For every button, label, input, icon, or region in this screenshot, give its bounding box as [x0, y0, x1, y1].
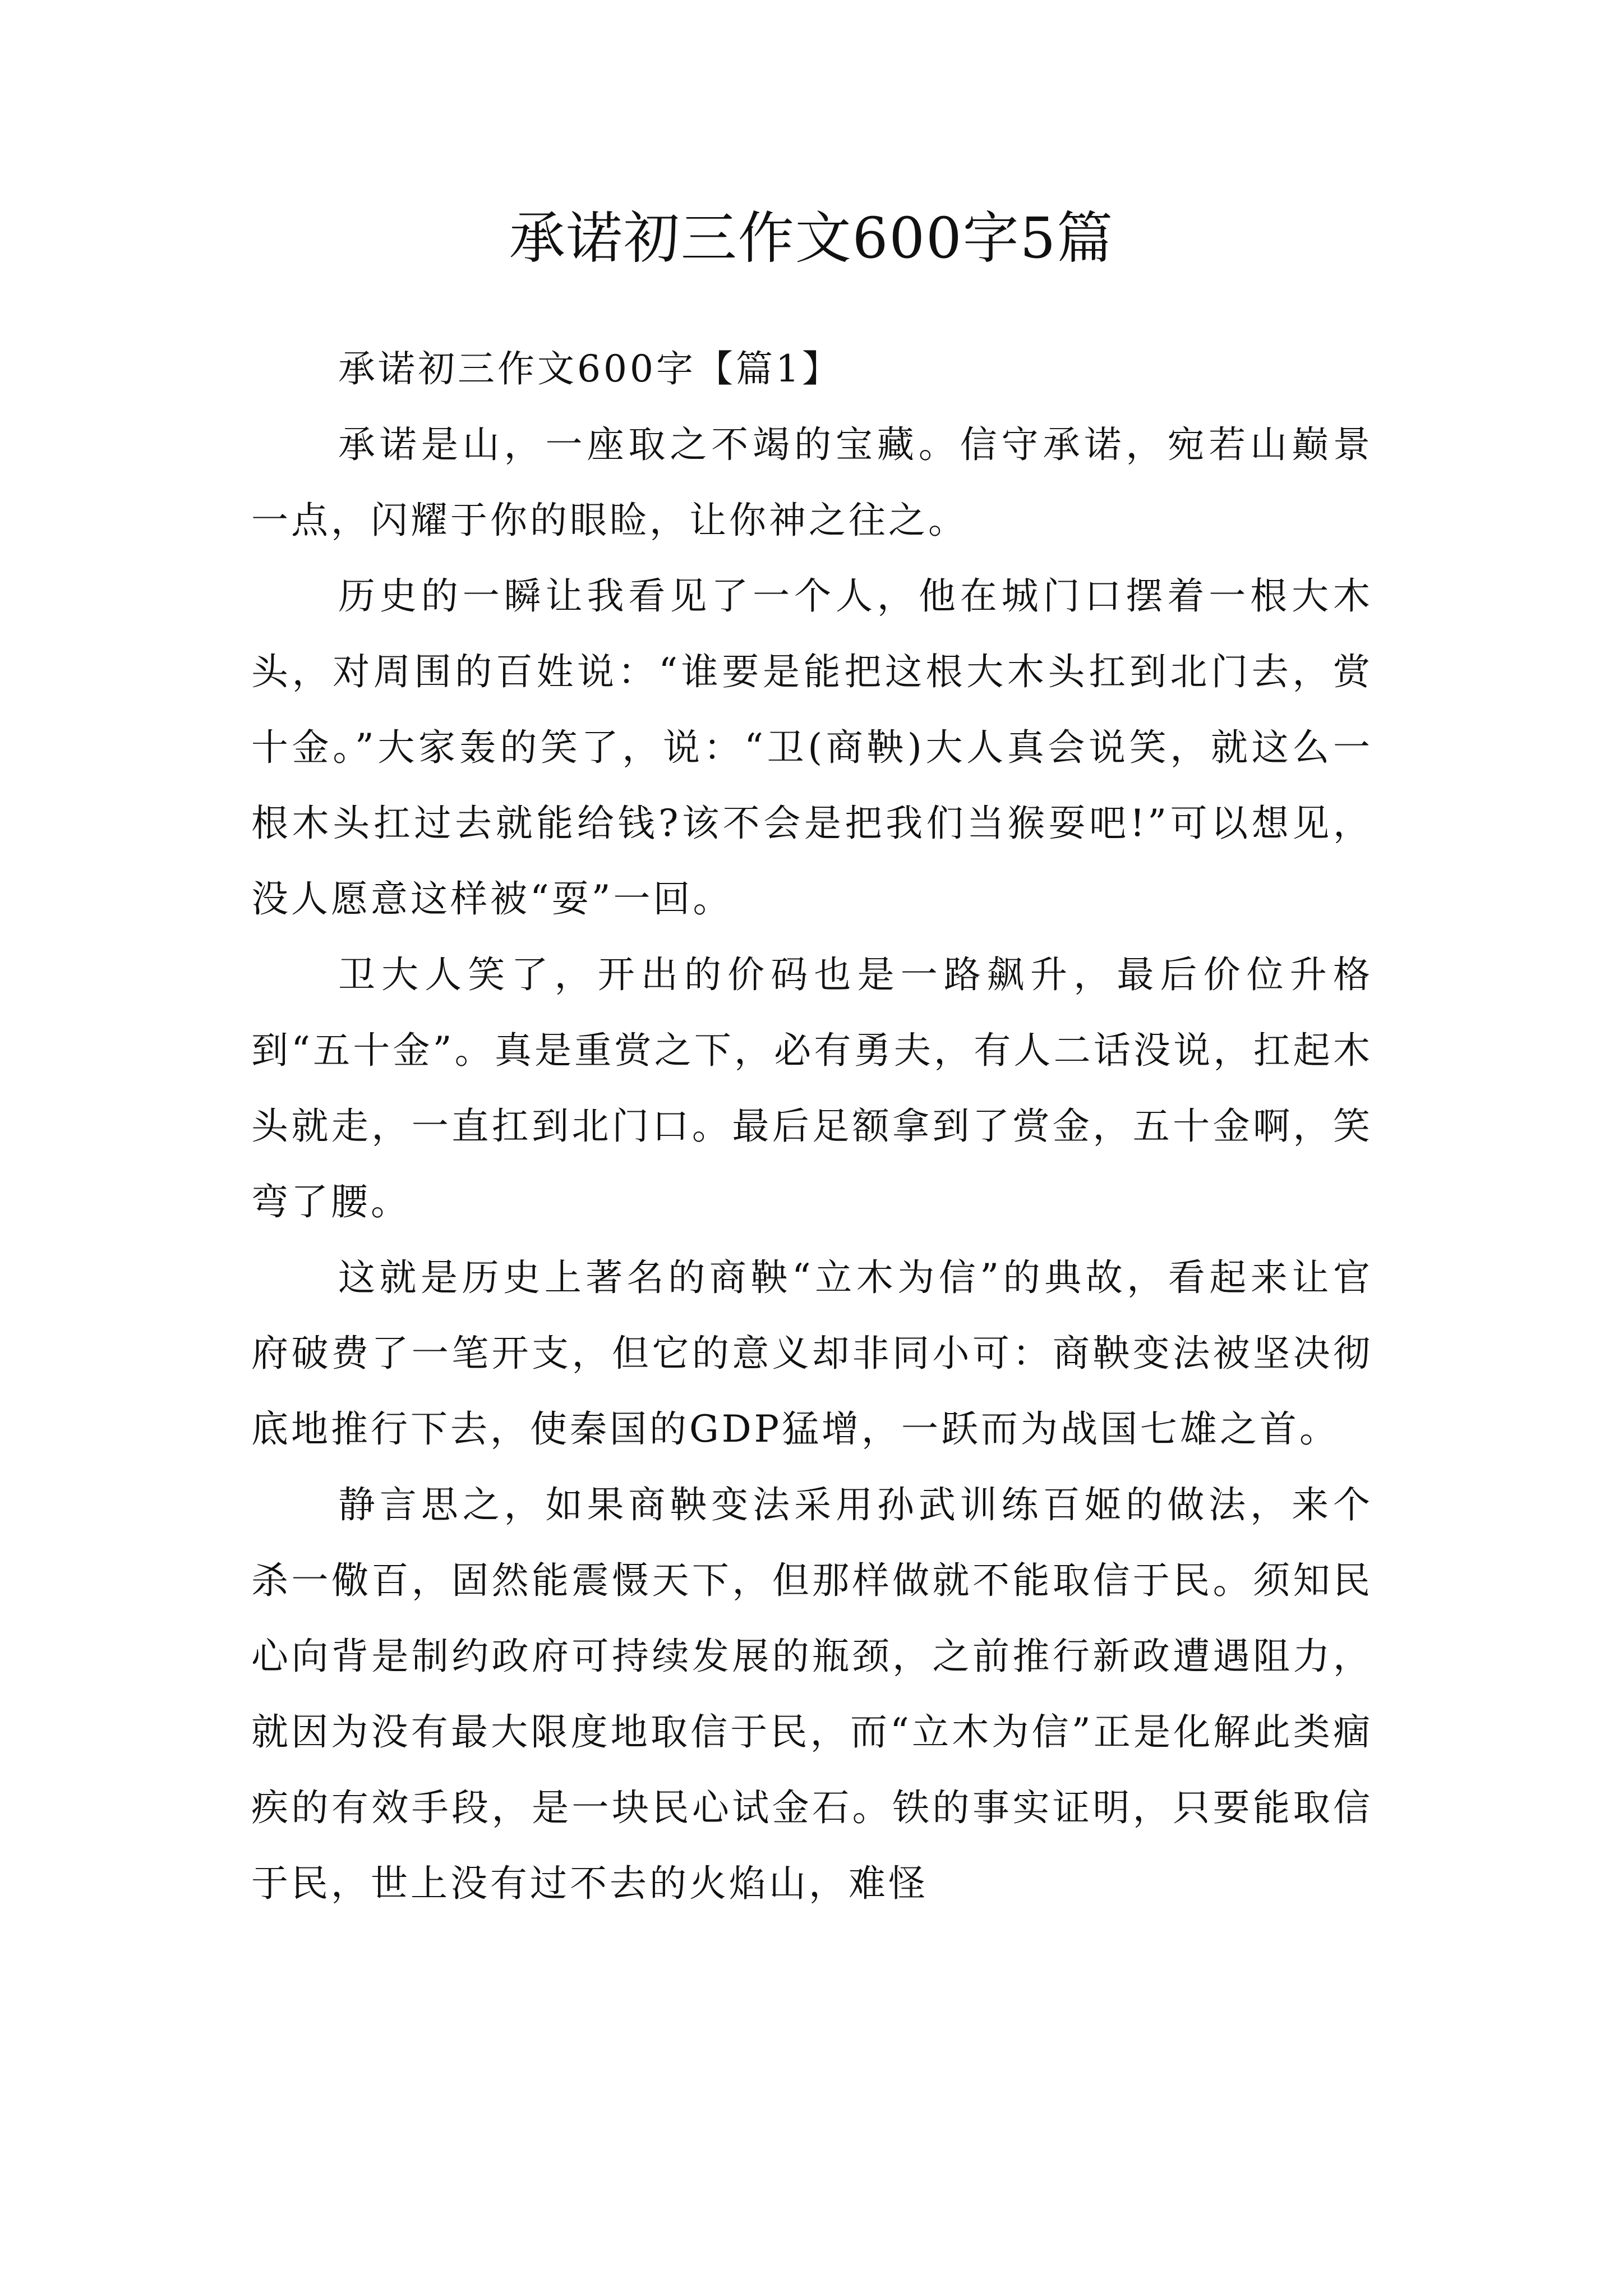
- paragraph: 卫大人笑了，开出的价码也是一路飙升，最后价位升格到“五十金”。真是重赏之下，必有勇夫，有人二话没说，扛起木头就走，一直扛到北门口。最后足额拿到了赏金，五十金啊，笑弯了腰。: [251, 953, 1373, 1223]
- section-heading: 承诺初三作文600字【篇1】: [338, 347, 842, 390]
- paragraph: 承诺是山，一座取之不竭的宝藏。信守承诺，宛若山巅景一点，闪耀于你的眼睑，让你神之往之。: [251, 423, 1373, 542]
- document-title: 承诺初三作文600字5篇: [509, 205, 1114, 271]
- document-body: [251, 331, 1373, 1921]
- paragraph: 历史的一瞬让我看见了一个人，他在城门口摆着一根大木头，对周围的百姓说：“谁要是能把这根大木头扛到北门去，赏十金。”大家轰的笑了，说：“卫(商鞅)大人真会说笑，就这么一根木头扛过去就能给钱?该不会是把我们当猴耍吧!”可以想见，没人愿意这样被“耍”一回。: [251, 574, 1373, 921]
- paragraph: 这就是历史上著名的商鞅“立木为信”的典故，看起来让官府破费了一笔开支，但它的意义却非同小可：商鞅变法被坚决彻底地推行下去，使秦国的GDP猛增，一跃而为战国七雄之首。: [251, 1256, 1373, 1451]
- paragraph: 静言思之，如果商鞅变法采用孙武训练百姬的做法，来个杀一儆百，固然能震慑天下，但那样做就不能取信于民。须知民心向背是制约政府可持续发展的瓶颈，之前推行新政遭遇阻力，就因为没有最大限度地取信于民，而“立木为信”正是化解此类痼疾的有效手段，是一块民心试金石。铁的事实证明，只要能取信于民，世上没有过不去的火焰山，难怪: [251, 1483, 1373, 1905]
